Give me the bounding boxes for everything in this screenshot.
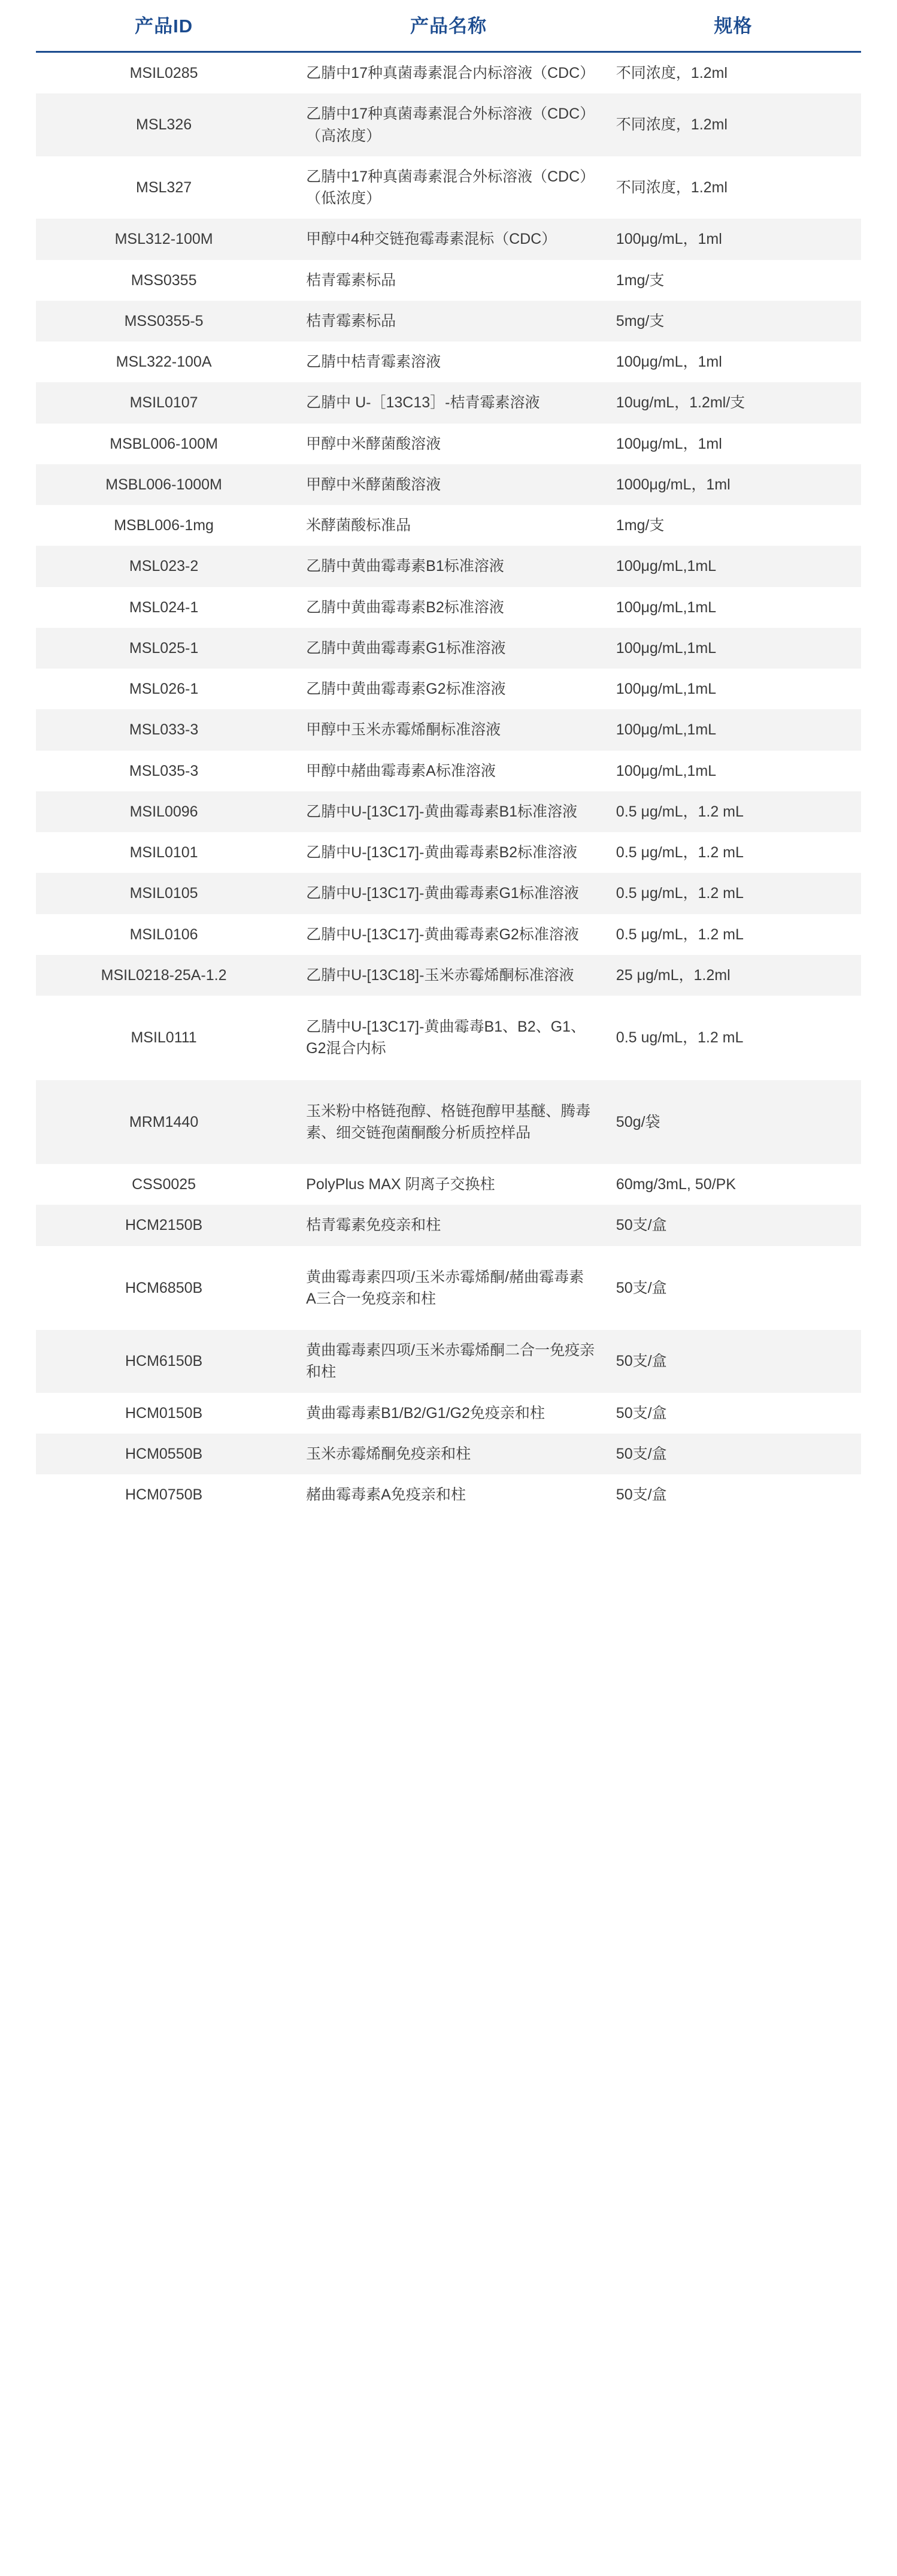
cell-spec: 50支/盒 [616, 1486, 667, 1503]
table-row [36, 628, 861, 669]
cell-product-name: 米酵菌酸标准品 [306, 517, 411, 534]
cell-product-name: 甲醇中玉米赤霉烯酮标准溶液 [292, 709, 605, 750]
table-row [36, 751, 861, 791]
table-row [36, 1393, 861, 1434]
cell-spec: 60mg/3mL, 50/PK [616, 1176, 736, 1193]
table-row [36, 260, 861, 301]
table-row [36, 1474, 861, 1515]
table-header [36, 0, 861, 52]
cell-product-id: MSIL0111 [131, 1029, 197, 1047]
cell-product-id: MSL023-2 [36, 546, 292, 586]
table-row [36, 156, 861, 219]
cell-spec: 100μg/mL,1mL [616, 681, 717, 697]
table-row [36, 341, 861, 382]
table-row [36, 1080, 861, 1165]
table-row [36, 464, 861, 505]
cell-product-id: HCM2150B [36, 1205, 292, 1245]
cell-product-id: MSS0355 [131, 271, 197, 289]
cell-spec: 100μg/mL，1ml [605, 219, 861, 259]
cell-product-id: CSS0025 [132, 1176, 196, 1193]
table-row [36, 914, 861, 955]
table-row [36, 832, 861, 873]
cell-product-name: 桔青霉素标品 [292, 301, 605, 341]
cell-product-id: MSBL006-100M [110, 435, 218, 452]
cell-spec: 50支/盒 [605, 1205, 861, 1245]
table-row [36, 424, 861, 464]
table-row [36, 709, 861, 750]
cell-product-id: MSBL006-1mg [114, 517, 214, 534]
cell-product-id: MSL327 [136, 179, 192, 196]
cell-product-name: 乙腈中黄曲霉毒素G2标准溶液 [306, 681, 506, 697]
table-row [36, 382, 861, 423]
table-row [36, 1205, 861, 1245]
cell-spec: 50支/盒 [605, 1434, 861, 1474]
cell-spec: 0.5 μg/mL，1.2 mL [605, 873, 861, 914]
cell-product-name: 桔青霉素免疫亲和柱 [292, 1205, 605, 1245]
cell-product-name: 乙腈中17种真菌毒素混合外标溶液（CDC）（高浓度） [292, 93, 605, 156]
cell-product-name: 黄曲霉毒素B1/B2/G1/G2免疫亲和柱 [306, 1404, 545, 1422]
product-table [36, 0, 861, 1515]
cell-spec: 0.5 μg/mL，1.2 mL [616, 844, 744, 861]
table-row [36, 669, 861, 709]
cell-product-name: 乙腈中U-[13C17]-黄曲霉毒B1、B2、G1、G2混合内标 [306, 1018, 586, 1057]
cell-product-id: MSBL006-1000M [36, 464, 292, 505]
table-row [36, 219, 861, 259]
cell-product-id: MSL326 [36, 93, 292, 156]
cell-spec: 50支/盒 [616, 1404, 667, 1422]
cell-product-name: 乙腈中17种真菌毒素混合外标溶液（CDC）（低浓度） [306, 168, 595, 207]
cell-product-id: MSL033-3 [36, 709, 292, 750]
cell-product-name: 桔青霉素标品 [306, 271, 396, 289]
cell-spec: 100μg/mL,1mL [616, 598, 717, 616]
table-row [36, 996, 861, 1080]
table-row [36, 93, 861, 156]
column-header-spec: 规格 [605, 0, 861, 52]
cell-product-name: 甲醇中米酵菌酸溶液 [306, 435, 441, 452]
cell-product-name: 乙腈中桔青霉素溶液 [306, 353, 441, 370]
cell-spec: 1mg/支 [616, 517, 665, 534]
cell-product-id: MSL322-100A [116, 353, 212, 370]
cell-product-id: HCM6850B [125, 1279, 203, 1296]
cell-product-name: 玉米赤霉烯酮免疫亲和柱 [292, 1434, 605, 1474]
column-header-product-id: 产品ID [36, 0, 292, 52]
cell-product-name: 甲醇中赭曲霉毒素A标准溶液 [306, 762, 496, 779]
table-row [36, 1164, 861, 1205]
cell-product-id: MSL312-100M [36, 219, 292, 259]
cell-product-id: MSIL0096 [36, 791, 292, 832]
cell-spec: 1mg/支 [616, 271, 665, 289]
cell-product-name: 乙腈中U-[13C17]-黄曲霉毒素G2标准溶液 [306, 926, 579, 943]
cell-spec: 10ug/mL，1.2ml/支 [605, 382, 861, 423]
cell-product-name: 甲醇中米酵菌酸溶液 [292, 464, 605, 505]
cell-product-id: MRM1440 [36, 1080, 292, 1165]
cell-product-id: MSL025-1 [36, 628, 292, 669]
table-row [36, 1246, 861, 1331]
cell-product-name: 乙腈中U-[13C17]-黄曲霉毒素B2标准溶液 [306, 844, 578, 861]
cell-spec: 0.5 μg/mL，1.2 mL [616, 926, 744, 943]
cell-product-id: MSIL0101 [129, 844, 198, 861]
cell-spec: 100μg/mL,1mL [616, 762, 717, 779]
table-row [36, 1434, 861, 1474]
table-body [36, 52, 861, 1516]
table-row [36, 955, 861, 996]
cell-product-id: HCM6150B [36, 1330, 292, 1393]
cell-product-id: MSIL0218-25A-1.2 [36, 955, 292, 996]
cell-spec: 50支/盒 [616, 1279, 667, 1296]
cell-spec: 100μg/mL，1ml [616, 353, 722, 370]
cell-product-name: 乙腈中U-[13C17]-黄曲霉毒素G1标准溶液 [292, 873, 605, 914]
table-row [36, 1330, 861, 1393]
cell-product-name: 乙腈中黄曲霉毒素B1标准溶液 [292, 546, 605, 586]
cell-product-name: 乙腈中U-[13C17]-黄曲霉毒素B1标准溶液 [292, 791, 605, 832]
cell-spec: 100μg/mL，1ml [616, 435, 722, 452]
cell-spec: 50支/盒 [605, 1330, 861, 1393]
cell-product-name: 黄曲霉毒素四项/玉米赤霉烯酮二合一免疫亲和柱 [292, 1330, 605, 1393]
table-row [36, 546, 861, 586]
table-row [36, 301, 861, 341]
cell-product-id: HCM0550B [36, 1434, 292, 1474]
cell-product-name: 黄曲霉毒素四项/玉米赤霉烯酮/赭曲霉毒素 A三合一免疫亲和柱 [306, 1268, 584, 1307]
cell-spec: 0.5 μg/mL，1.2 mL [605, 791, 861, 832]
cell-product-id: MSS0355-5 [36, 301, 292, 341]
cell-product-name: 乙腈中 U-［13C13］-桔青霉素溶液 [292, 382, 605, 423]
table-row [36, 587, 861, 628]
cell-spec: 50g/袋 [605, 1080, 861, 1165]
cell-product-name: 乙腈中17种真菌毒素混合内标溶液（CDC） [306, 65, 595, 81]
cell-product-name: 乙腈中U-[13C18]-玉米赤霉烯酮标准溶液 [292, 955, 605, 996]
cell-product-name: 甲醇中4种交链孢霉毒素混标（CDC） [292, 219, 605, 259]
cell-product-name: 赭曲霉毒素A免疫亲和柱 [306, 1486, 466, 1503]
cell-product-id: MSL024-1 [129, 598, 199, 616]
cell-product-id: HCM0150B [125, 1404, 203, 1422]
table-row [36, 791, 861, 832]
cell-product-name: 乙腈中黄曲霉毒素G1标准溶液 [292, 628, 605, 669]
cell-spec: 0.5 ug/mL，1.2 mL [616, 1029, 744, 1047]
cell-product-id: MSL026-1 [129, 681, 199, 697]
table-row [36, 873, 861, 914]
cell-spec: 不同浓度，1.2ml [616, 179, 728, 196]
cell-spec: 100μg/mL,1mL [605, 709, 861, 750]
cell-spec: 不同浓度，1.2ml [605, 93, 861, 156]
cell-product-name: 玉米粉中格链孢醇、格链孢醇甲基醚、腾毒素、细交链孢菌酮酸分析质控样品 [292, 1080, 605, 1165]
cell-product-id: MSIL0105 [36, 873, 292, 914]
cell-spec: 不同浓度，1.2ml [616, 65, 728, 81]
cell-product-id: MSIL0106 [129, 926, 198, 943]
cell-spec: 100μg/mL,1mL [605, 546, 861, 586]
column-header-product-name: 产品名称 [292, 0, 605, 52]
cell-spec: 25 μg/mL，1.2ml [605, 955, 861, 996]
cell-product-name: 乙腈中黄曲霉毒素B2标准溶液 [306, 598, 504, 616]
cell-spec: 1000μg/mL，1ml [605, 464, 861, 505]
cell-product-id: MSL035-3 [129, 762, 199, 779]
cell-spec: 5mg/支 [605, 301, 861, 341]
table-header-row [36, 0, 861, 52]
table-row [36, 505, 861, 546]
cell-product-id: MSIL0107 [36, 382, 292, 423]
cell-product-id: MSIL0285 [129, 65, 198, 81]
table-row [36, 52, 861, 94]
cell-spec: 100μg/mL,1mL [605, 628, 861, 669]
cell-product-name: PolyPlus MAX 阴离子交换柱 [306, 1176, 495, 1193]
cell-product-id: HCM0750B [125, 1486, 203, 1503]
